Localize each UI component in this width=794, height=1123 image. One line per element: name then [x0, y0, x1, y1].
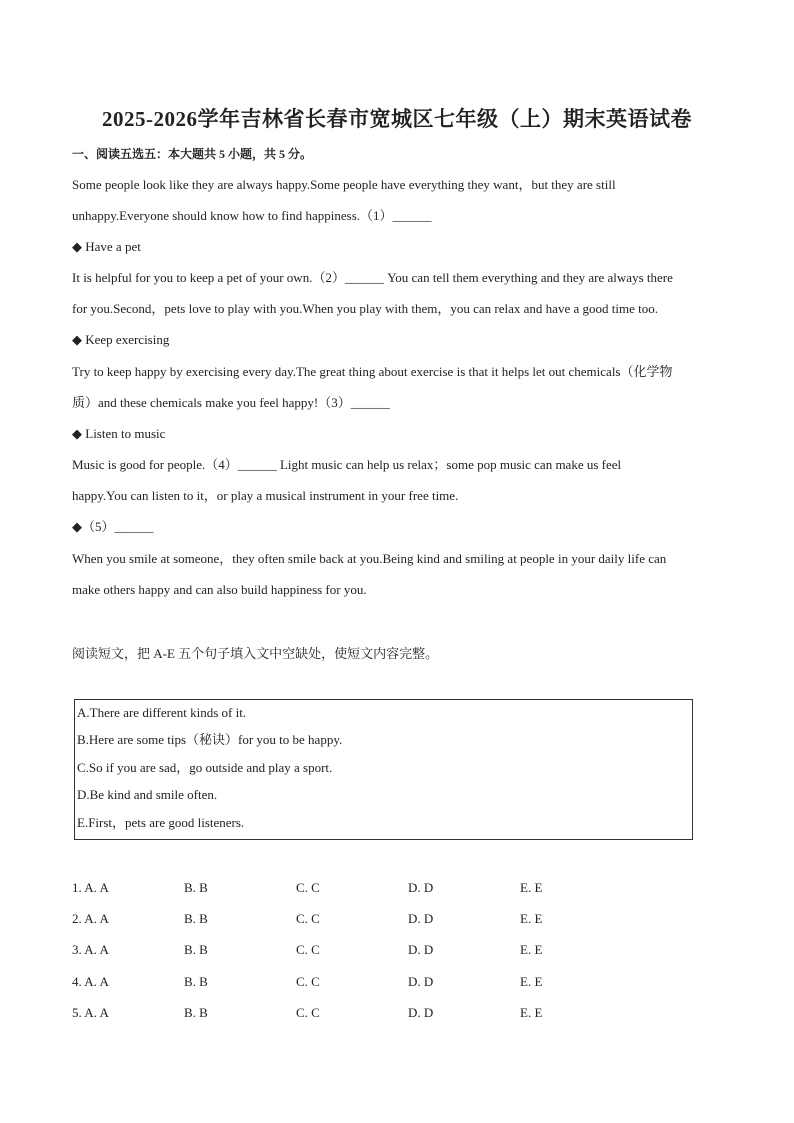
choice-d[interactable]: D. D: [408, 911, 434, 926]
section-heading: 一、阅读五选五：本大题共 5 小题，共 5 分。: [72, 147, 313, 161]
passage-line: make others happy and can also build happiness for you.: [72, 582, 367, 597]
choice-a[interactable]: 1. A. A: [72, 880, 109, 895]
choice-c[interactable]: C. C: [296, 942, 320, 957]
choice-d[interactable]: D. D: [408, 1005, 434, 1020]
choice-d[interactable]: D. D: [408, 942, 434, 957]
choice-b[interactable]: B. B: [184, 974, 208, 989]
choice-a[interactable]: 2. A. A: [72, 911, 109, 926]
question-row: [72, 911, 672, 929]
passage-line: Music is good for people.（4）______ Light music can help us relax；some pop music can make us feel: [72, 457, 622, 472]
choice-b[interactable]: B. B: [184, 942, 208, 957]
option-e: E.First，pets are good listeners.: [77, 815, 245, 830]
question-row: [72, 1005, 672, 1023]
choice-c[interactable]: C. C: [296, 911, 320, 926]
option-c: C.So if you are sad，go outside and play a sport.: [77, 760, 333, 775]
choice-c[interactable]: C. C: [296, 1005, 320, 1020]
choice-a[interactable]: 5. A. A: [72, 1005, 109, 1020]
option-d: D.Be kind and smile often.: [77, 787, 218, 802]
question-row: [72, 942, 672, 960]
passage-line: happy.You can listen to it，or play a musical instrument in your free time.: [72, 488, 459, 503]
passage-line: It is helpful for you to keep a pet of your own.（2）______ You can tell them everything and they are always there: [72, 270, 673, 285]
choice-e[interactable]: E. E: [520, 1005, 543, 1020]
heading-keep-exercising: ◆ Keep exercising: [72, 332, 170, 347]
choice-e[interactable]: E. E: [520, 911, 543, 926]
options-box: [74, 699, 693, 840]
choice-d[interactable]: D. D: [408, 974, 434, 989]
choice-a[interactable]: 4. A. A: [72, 974, 109, 989]
passage-line: Try to keep happy by exercising every day.The great thing about exercise is that it helps let out chemicals（化学物: [72, 364, 673, 379]
choice-c[interactable]: C. C: [296, 974, 320, 989]
heading-have-a-pet: ◆ Have a pet: [72, 239, 141, 254]
choice-e[interactable]: E. E: [520, 880, 543, 895]
question-row: [72, 880, 672, 898]
passage-line: When you smile at someone，they often smile back at you.Being kind and smiling at people in your daily life can: [72, 551, 667, 566]
passage-line: unhappy.Everyone should know how to find happiness.（1）______: [72, 208, 432, 223]
passage-line: for you.Second，pets love to play with you.When you play with them，you can relax and have a good time too.: [72, 301, 658, 316]
choice-c[interactable]: C. C: [296, 880, 320, 895]
heading-listen-to-music: ◆ Listen to music: [72, 426, 166, 441]
option-b: B.Here are some tips（秘诀）for you to be happy.: [77, 732, 343, 747]
choice-e[interactable]: E. E: [520, 974, 543, 989]
instruction-text: 阅读短文，把 A-E 五个句子填入文中空缺处，使短文内容完整。: [72, 646, 439, 661]
question-row: [72, 974, 672, 992]
passage-line: 质）and these chemicals make you feel happy!（3）______: [72, 395, 390, 410]
choice-b[interactable]: B. B: [184, 880, 208, 895]
heading-blank-5: ◆（5）______: [72, 519, 154, 534]
choice-d[interactable]: D. D: [408, 880, 434, 895]
choice-b[interactable]: B. B: [184, 1005, 208, 1020]
choice-a[interactable]: 3. A. A: [72, 942, 109, 957]
passage-line: Some people look like they are always happy.Some people have everything they want，but they are still: [72, 177, 616, 192]
option-a: A.There are different kinds of it.: [77, 705, 247, 720]
exam-title: 2025-2026学年吉林省长春市宽城区七年级（上）期末英语试卷: [102, 107, 692, 131]
choice-b[interactable]: B. B: [184, 911, 208, 926]
choice-e[interactable]: E. E: [520, 942, 543, 957]
